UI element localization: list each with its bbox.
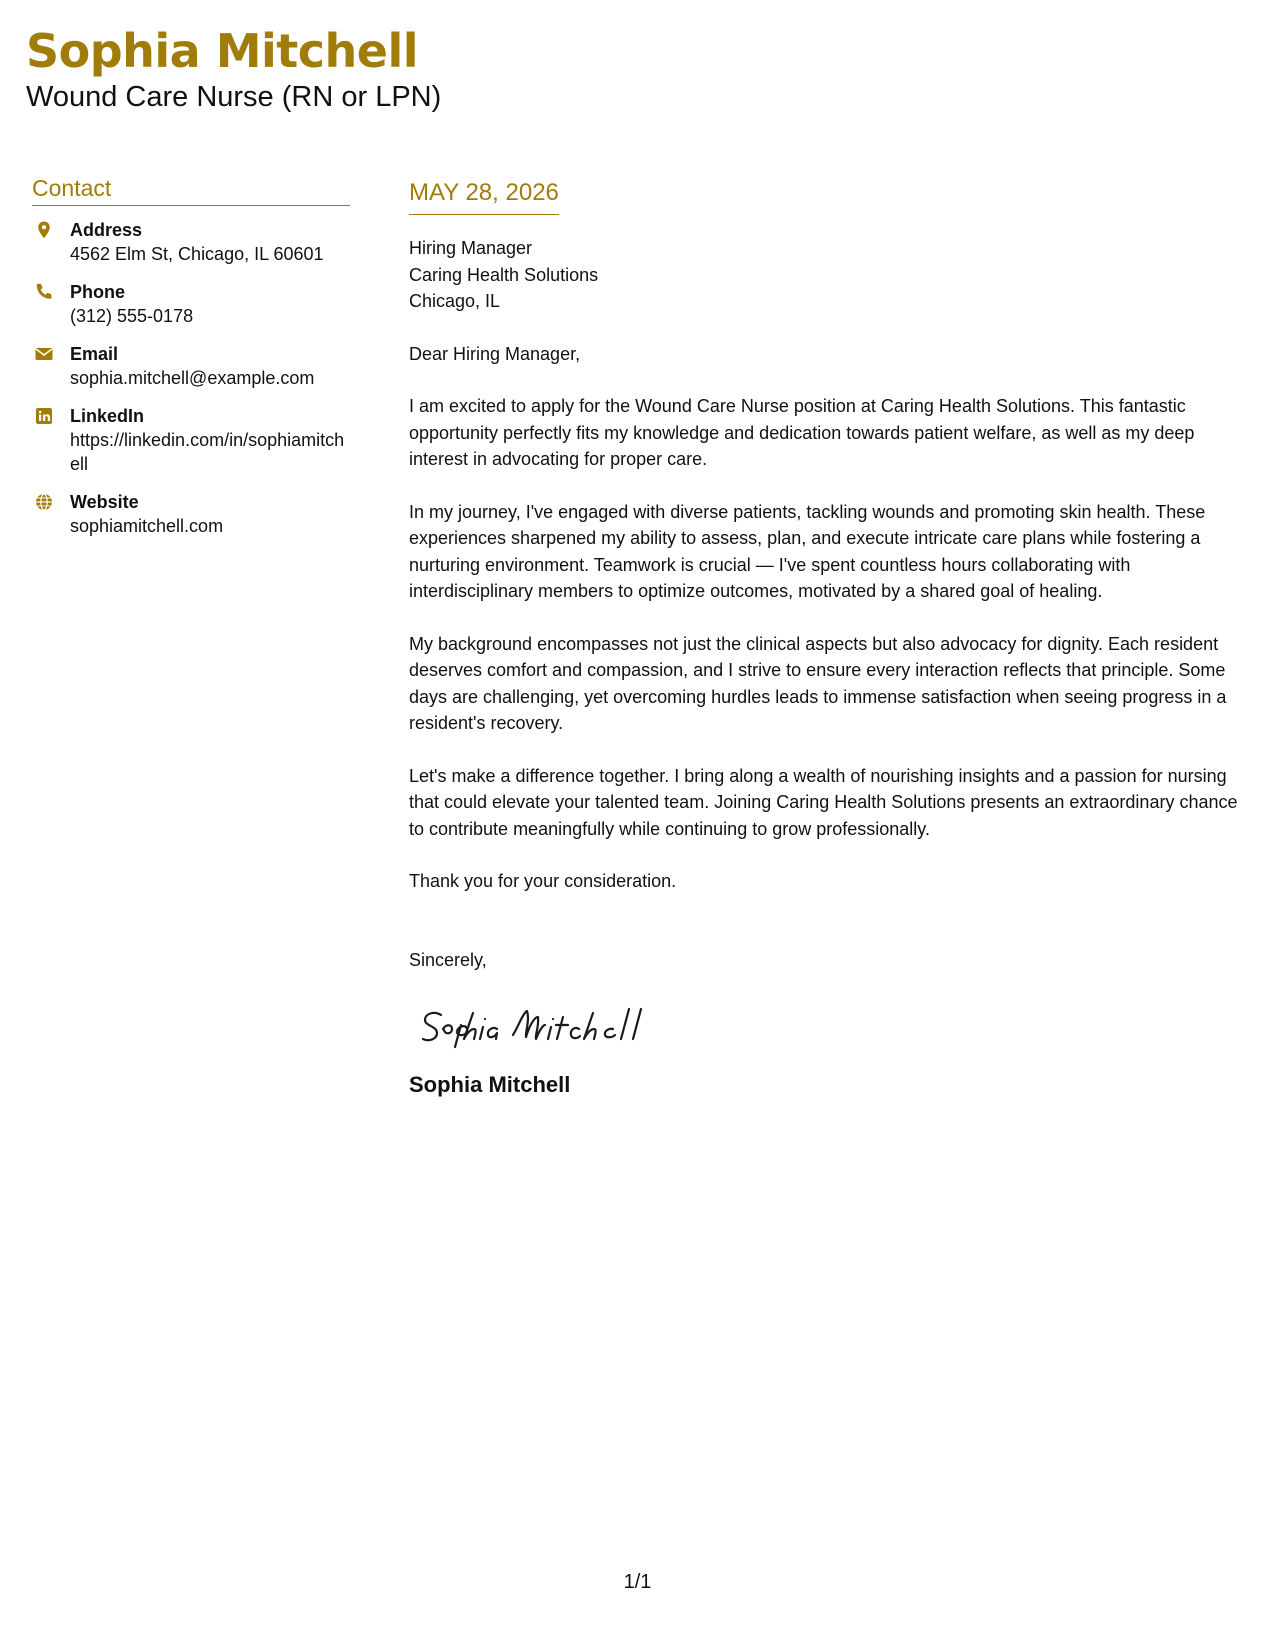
- applicant-name: Sophia Mitchell: [26, 24, 419, 78]
- job-title: Wound Care Nurse (RN or LPN): [26, 81, 442, 113]
- contact-sidebar: [32, 174, 350, 552]
- map-pin-icon: [34, 220, 54, 240]
- recipient-location: Chicago, IL: [409, 291, 501, 311]
- handwritten-signature: [417, 995, 677, 1053]
- email-value[interactable]: sophia.mitchell@example.com: [70, 368, 315, 388]
- contact-item-email: [32, 342, 350, 390]
- contact-label: Phone: [70, 282, 126, 302]
- letter-header: [26, 22, 1226, 114]
- body-paragraph: In my journey, I've engaged with diverse patients, tackling wounds and promoting skin health. These experiences sharpened my ability to assess, plan, and execute intricate care plans while fostering a nurturing environment. Teamwork is crucial — I've spent countless hours collaborating with interdisciplinary members to optimize outcomes, motivated by a shared goal of healing.: [409, 501, 1206, 601]
- letter-date: MAY 28, 2026: [409, 178, 559, 215]
- contact-label: LinkedIn: [70, 406, 145, 426]
- letter-body: [409, 178, 1239, 1099]
- phone-icon: [34, 282, 54, 302]
- contact-label: Email: [70, 344, 119, 364]
- body-paragraph: Let's make a difference together. I bring along a wealth of nourishing insights and a passion for nursing that could elevate your talented team. Joining Caring Health Solutions presents an extraordinary chance to contribute meaningfully while continuing to grow professionally.: [409, 765, 1238, 839]
- email-icon: [34, 344, 54, 364]
- linkedin-value[interactable]: https://linkedin.com/in/sophiamitchell: [70, 430, 345, 474]
- contact-item-website: [32, 490, 350, 538]
- salutation: Dear Hiring Manager,: [409, 343, 581, 364]
- recipient-block: [409, 235, 1239, 315]
- linkedin-icon: [34, 406, 54, 426]
- contact-item-address: [32, 218, 350, 266]
- page-number: 1/1: [623, 1571, 652, 1593]
- contact-heading: Contact: [32, 174, 350, 206]
- address-value: 4562 Elm St, Chicago, IL 60601: [70, 244, 324, 264]
- closing: Sincerely,: [409, 949, 487, 970]
- contact-label: Website: [70, 492, 139, 512]
- body-paragraph: My background encompasses not just the clinical aspects but also advocacy for dignity. Each resident deserves comfort and compassion, and I strive to ensure every interaction reflects that principle. Some days are challenging, yet overcoming hurdles leads to immense satisfaction when seeing progress in a resident's recovery.: [409, 633, 1227, 733]
- contact-item-linkedin: [32, 404, 350, 476]
- globe-icon: [34, 492, 54, 512]
- contact-item-phone: [32, 280, 350, 328]
- body-paragraph: I am excited to apply for the Wound Care Nurse position at Caring Health Solutions. This fantastic opportunity perfectly fits my knowledge and dedication towards patient welfare, as well as my deep interest in advocating for proper care.: [409, 396, 1195, 469]
- thank-you-line: Thank you for your consideration.: [409, 871, 677, 891]
- signer-name: Sophia Mitchell: [409, 1071, 571, 1097]
- website-value[interactable]: sophiamitchell.com: [70, 516, 224, 536]
- phone-value: (312) 555-0178: [70, 306, 194, 326]
- contact-label: Address: [70, 220, 143, 240]
- recipient-company: Caring Health Solutions: [409, 264, 599, 285]
- recipient-name: Hiring Manager: [409, 238, 533, 258]
